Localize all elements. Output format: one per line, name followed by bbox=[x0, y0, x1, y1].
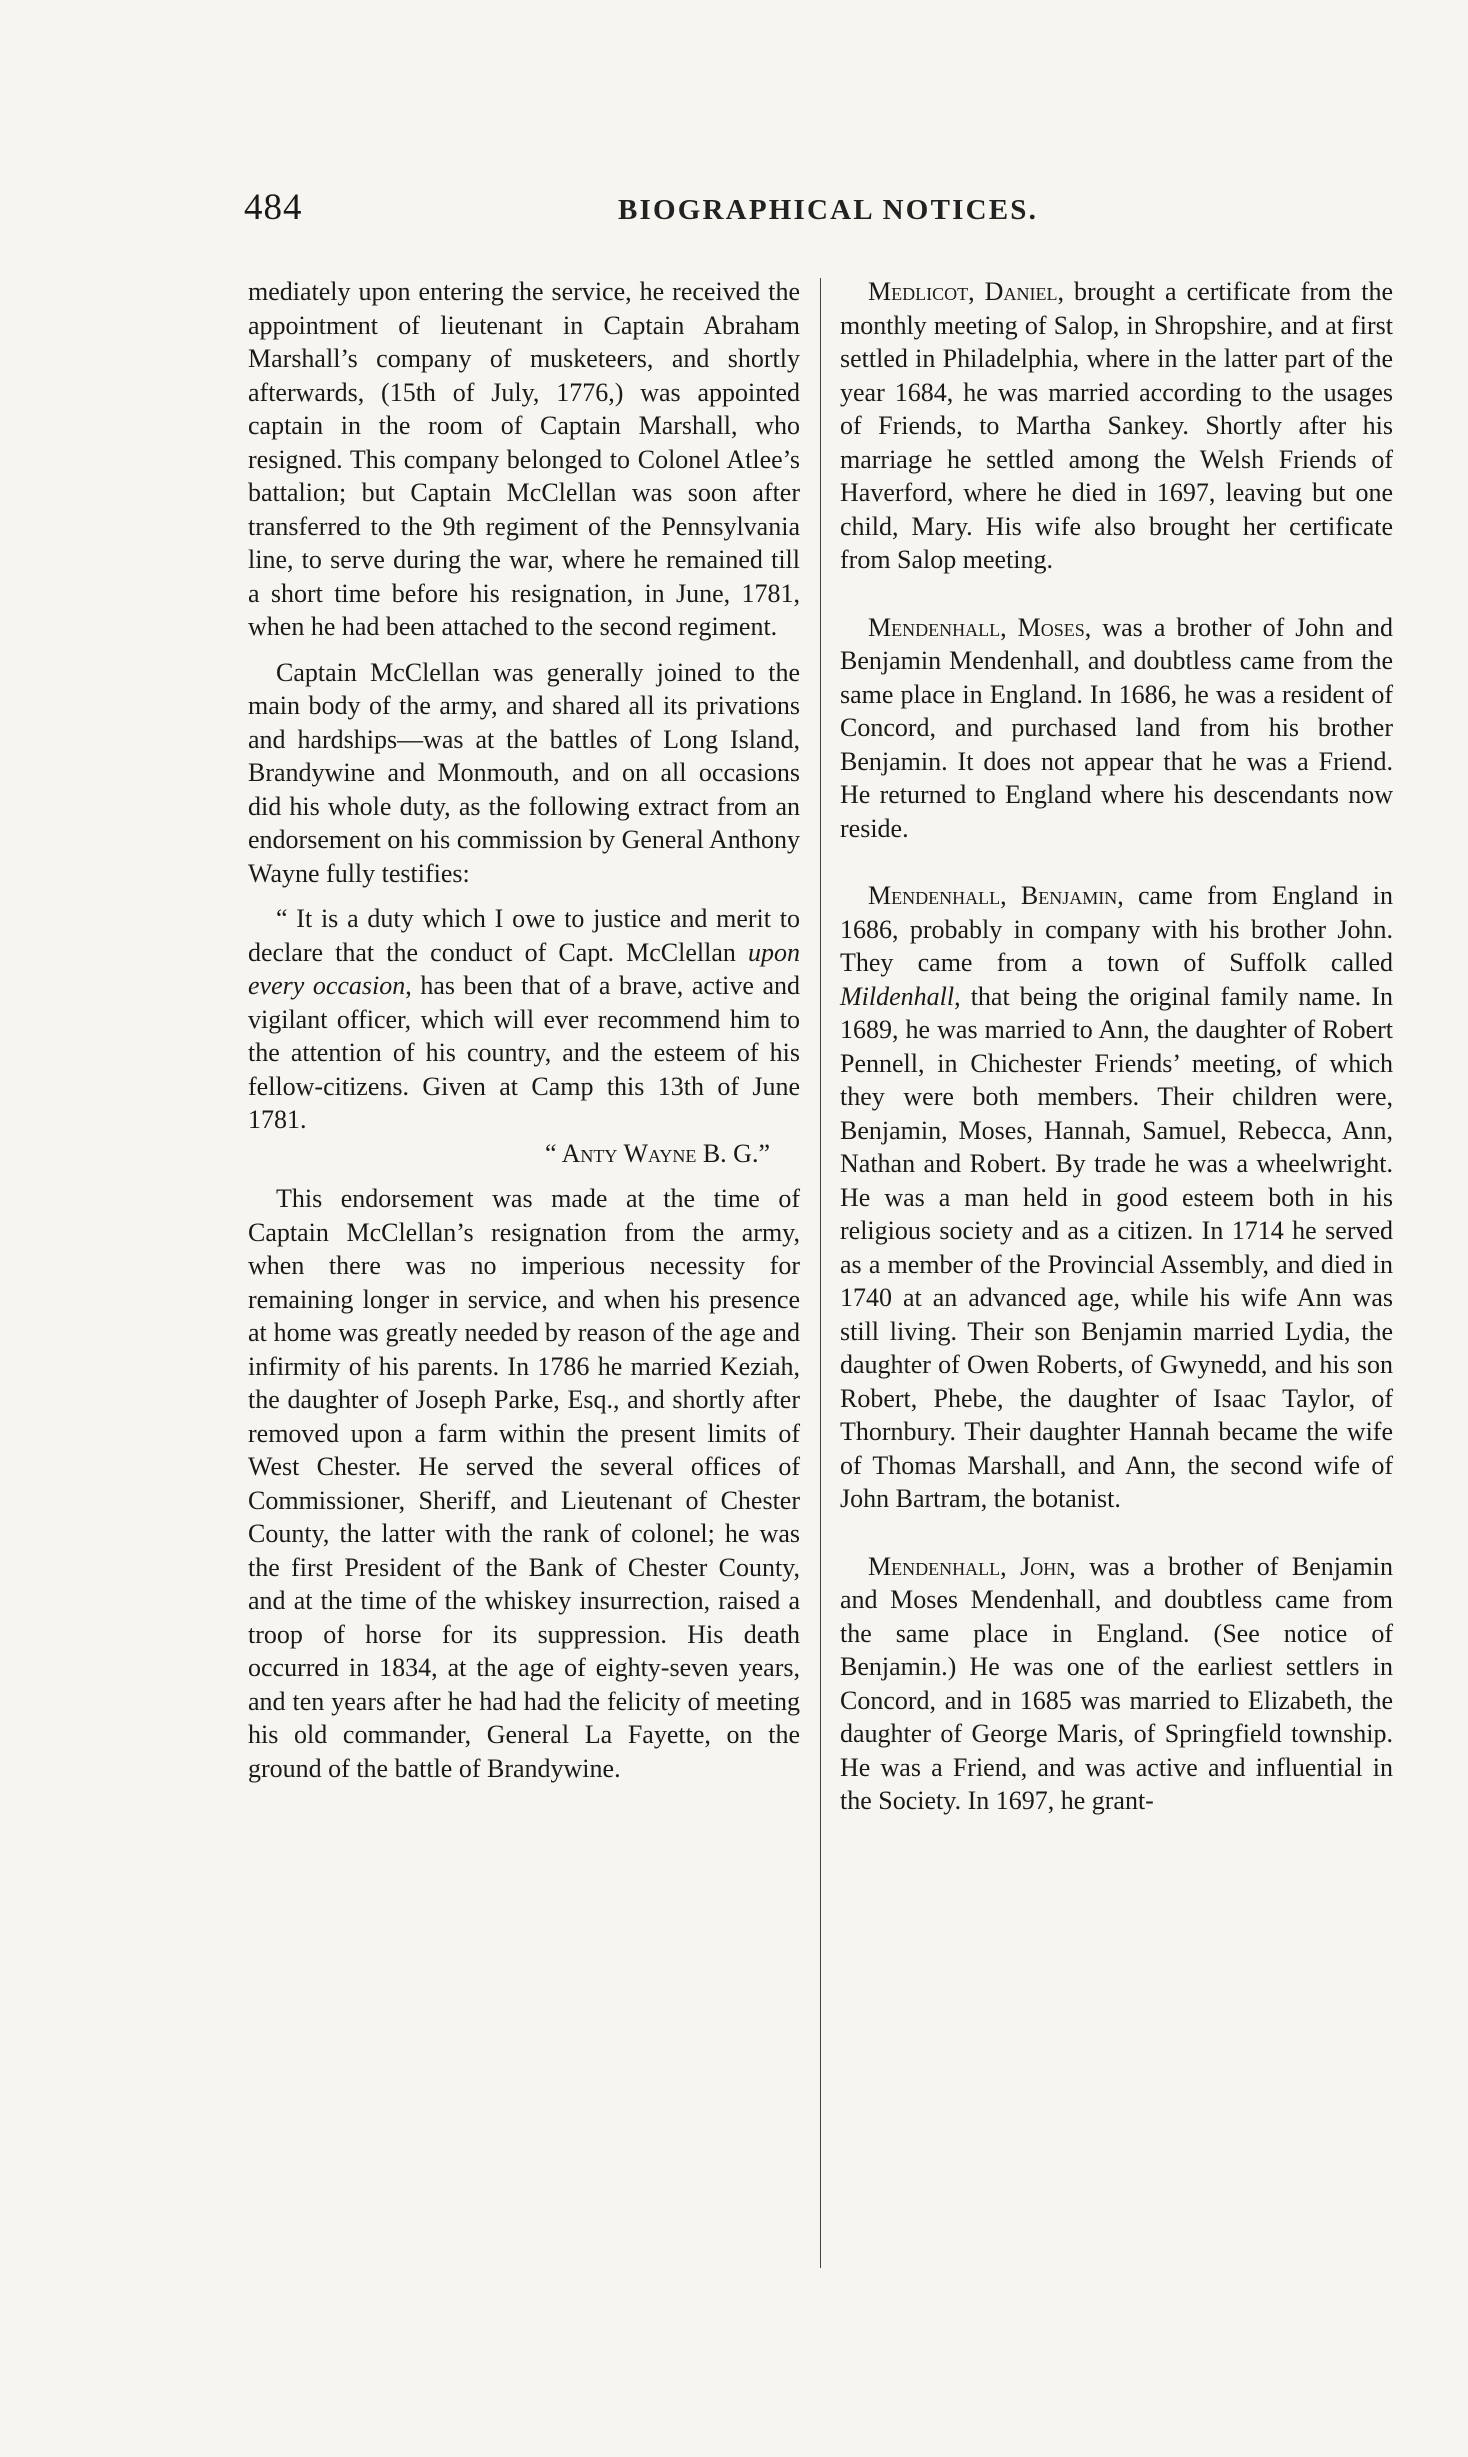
entry-name: Mendenhall, Benjamin, bbox=[868, 881, 1124, 910]
paragraph-continuation: mediately upon entering the service, he received the appointment of lieutenant in Captain Abraham Marshall’s company of musketeers, and shortly afterwards, (15th of July, 1776,) was appointed captain in the room of Captain Marshall, who resigned. This company belonged to Colonel Atlee’s battalion; but Captain McClellan was soon after transferred to the 9th regiment of the Pennsylvania line, to serve during the war, where he remained till a short time before his resignation, in June, 1781, when he had been attached to the second regiment. bbox=[248, 277, 800, 641]
quote-italic: upon every occasion bbox=[248, 937, 800, 1000]
entry-text: was a brother of Benjamin and Moses Mendenhall, and doubtless came from the same place in England. (See notice of Benjamin.) He was one of the earliest settlers in Concord, and in 1685 was married to Elizabeth, the daughter of George Maris, of Springfield township. He was a Friend, and was active and influential in the Society. In 1697, he grant- bbox=[840, 1551, 1393, 1815]
entry-text: brought a certificate from the monthly meeting of Salop, in Shropshire, and at first settled in Philadelphia, where in the latter part of the year 1684, he was married according to the usages of Friends, to Martha Sankey. Shortly after his marriage he settled among the Welsh Friends of Haverford, where he died in 1697, leaving but one child, Mary. His wife also brought her certificate from Salop meeting. bbox=[840, 277, 1393, 574]
paragraph-service: Captain McClellan was generally joined to the main body of the army, and shared all its privations and hardships—was at the battles of Long Island, Brandywine and Monmouth, and on all occasions did his whole duty, as the following extract from an endorsement on his commission by General Anthony Wayne fully testifies: bbox=[248, 657, 800, 888]
page-header bbox=[244, 186, 1344, 236]
entry-italic: Mildenhall bbox=[840, 981, 955, 1011]
entry-mendenhall-benjamin bbox=[840, 879, 1393, 1516]
quote-text-b: , has been that of a brave, active and vigilant officer, which will ever recommend him to the attention of his country, and the esteem of his fellow-citizens. Given at Camp this 13th of June 1781. bbox=[248, 971, 800, 1134]
entry-medlicot-daniel bbox=[840, 275, 1393, 577]
entry-text: was a brother of John and Benjamin Mendenhall, and doubtless came from the same place in England. In 1686, he was a resident of Concord, and purchased land from his brother Benjamin. It does not appear that he was a Friend. He returned to England where his descendants now reside. bbox=[840, 612, 1394, 843]
column-divider bbox=[820, 278, 821, 2268]
entry-text-b: , that being the original family name. In 1689, he was married to Ann, the daughter of Robert Pennell, in Chichester Friends’ meeting, of which they were both members. Their children were, Benjamin, Moses, Hannah, Samuel, Rebecca, Ann, Nathan and Robert. By trade he was a wheelwright. He was a man held in good esteem both in his religious society and as a citizen. In 1714 he served as a member of the Provincial Assembly, and died in 1740 at an advanced age, while his wife Ann was still living. Their son Benjamin married Lydia, the daughter of Owen Roberts, of Gwynedd, and his son Robert, Phebe, the daughter of Isaac Taylor, of Thornbury. Their daughter Hannah became the wife of Thomas Marshall, and Ann, the second wife of John Bartram, the botanist. bbox=[840, 981, 1393, 1513]
entry-mendenhall-moses bbox=[840, 611, 1393, 846]
entry-mendenhall-john bbox=[840, 1550, 1393, 1818]
wayne-quote bbox=[248, 902, 800, 1137]
quote-text-a: “ It is a duty which I owe to justice and merit to declare that the conduct of Capt. McClellan bbox=[248, 904, 800, 967]
page-number: 484 bbox=[244, 187, 303, 228]
paragraph-endorsement: This endorsement was made at the time of Captain McClellan’s resignation from the army, when there was no imperious necessity for remaining longer in service, and when his presence at home was greatly needed by reason of the age and infirmity of his parents. In 1786 he married Keziah, the daughter of Joseph Parke, Esq., and shortly after removed upon a farm within the present limits of West Chester. He served the several offices of Commissioner, Sheriff, and Lieutenant of Chester County, the latter with the rank of colonel; he was the first President of the Bank of Chester County, and at the time of the whiskey insurrection, raised a troop of horse for its suppression. His death occurred in 1834, at the age of eighty-seven years, and ten years after he had had the felicity of meeting his old commander, General La Fayette, on the ground of the battle of Brandywine. bbox=[248, 1184, 800, 1783]
right-column bbox=[840, 275, 1393, 1818]
entry-text-a: came from England in 1686, probably in company with his brother John. They came from a town of Suffolk called bbox=[840, 881, 1393, 977]
left-column bbox=[248, 275, 800, 1785]
entry-name: Mendenhall, John, bbox=[868, 1551, 1076, 1581]
quote-signature: “ Anty Wayne B. G.” bbox=[545, 1138, 770, 1168]
entry-name: Medlicot, Daniel, bbox=[868, 277, 1064, 306]
entry-name: Mendenhall, Moses, bbox=[868, 612, 1092, 642]
running-head: BIOGRAPHICAL NOTICES. bbox=[618, 194, 1039, 226]
